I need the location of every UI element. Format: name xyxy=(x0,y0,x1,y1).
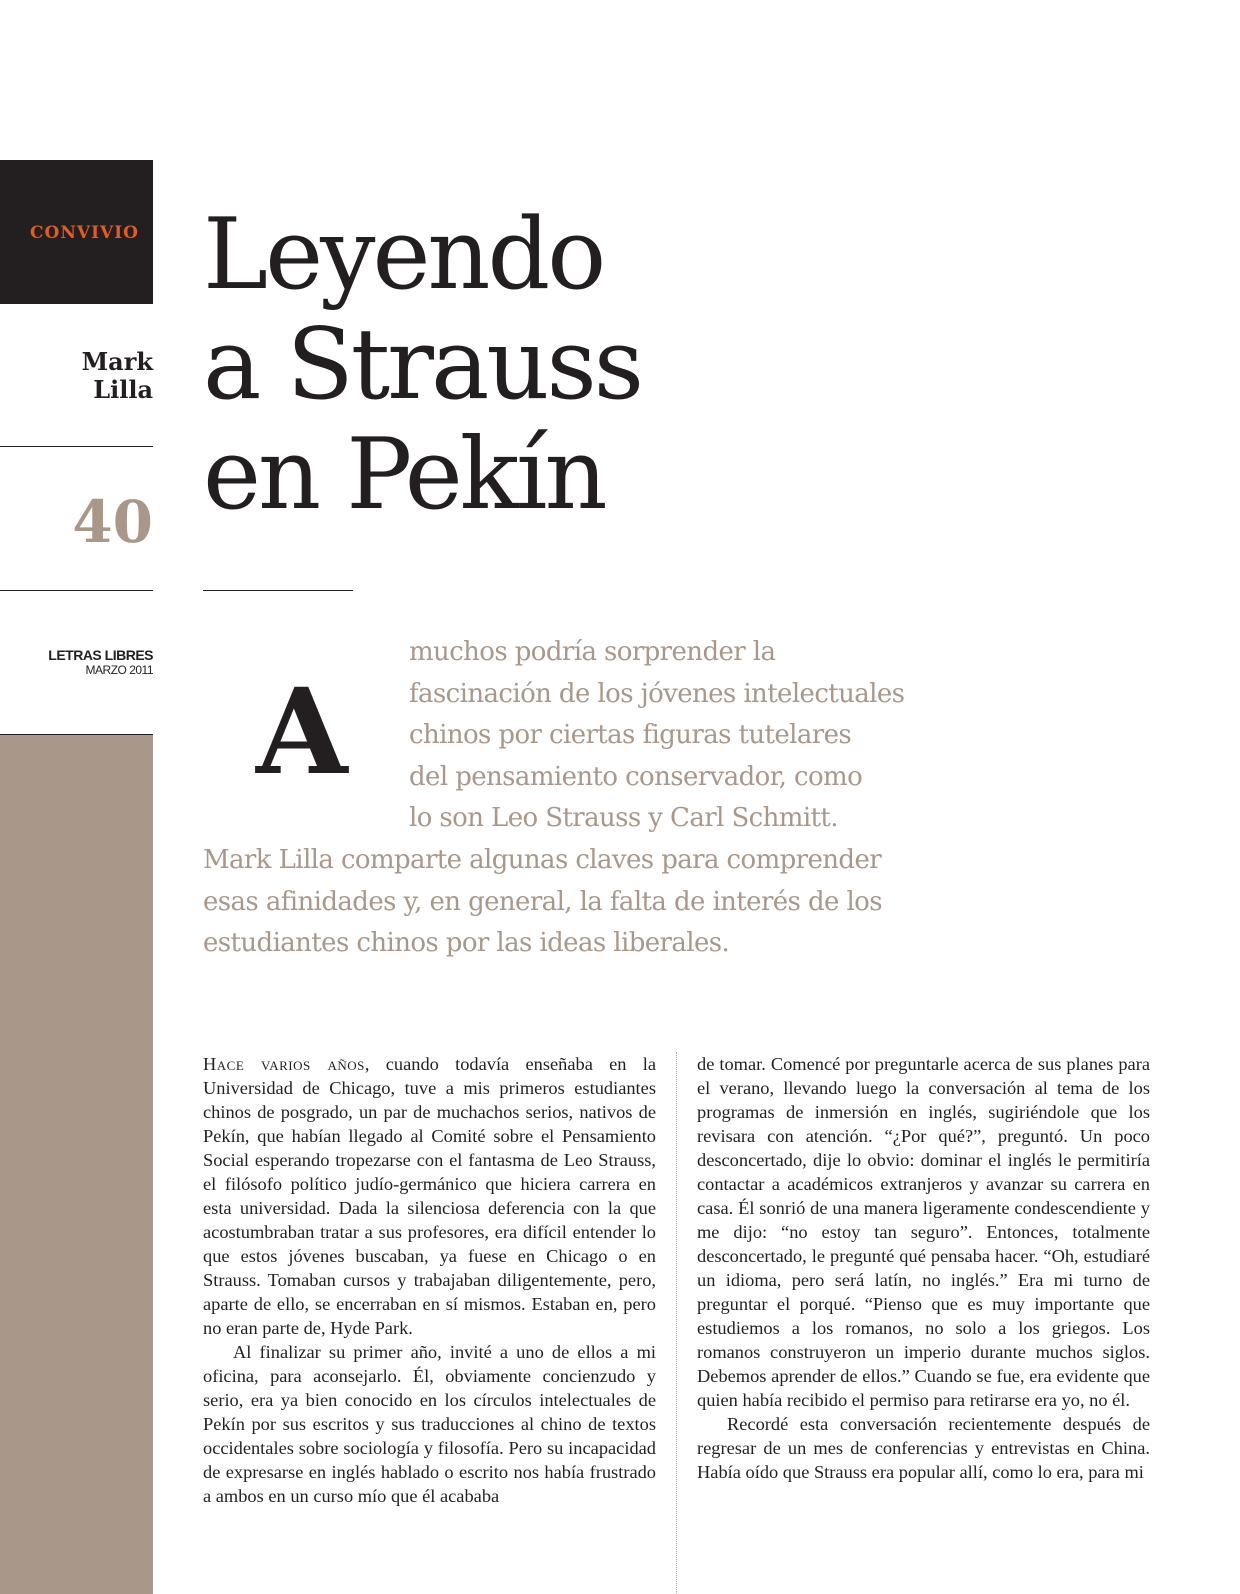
page-number: 40 xyxy=(72,488,153,556)
title-underline xyxy=(203,590,353,591)
body-column-right xyxy=(697,1052,1150,1484)
lead-line: muchos podría sorprender la xyxy=(409,637,776,667)
sidebar-color-band xyxy=(0,735,153,1594)
lead-line: fascinación de los jóvenes intelectuales xyxy=(409,678,905,709)
opening-smallcaps: Hace varios años xyxy=(203,1054,365,1074)
author-first-name: Mark xyxy=(81,347,153,376)
sidebar-divider-top xyxy=(0,446,153,447)
lead-line: chinos por ciertas figuras tutelares xyxy=(409,720,852,751)
author-last-name: Lilla xyxy=(93,375,153,404)
lead-line: lo son Leo Strauss y Carl Schmitt. xyxy=(409,803,838,834)
lead-line: Mark Lilla comparte algunas claves para comprender xyxy=(203,844,882,875)
body-paragraph: Al finalizar su primer año, invité a uno de ellos a mi oficina, para aconsejarlo. Él, obviamente concienzudo y serio, era ya bien conocido en los círculos intelectuales de Pekín por sus escritos y sus traducciones al chino de textos occidentales sobre sociología y filosofía. Pero su incapacidad de expresarse en inglés hablado o escrito nos había frustrado a ambos en un curso mío que él acababa xyxy=(203,1342,656,1506)
article-lead xyxy=(203,632,903,965)
drop-cap: A xyxy=(256,662,348,801)
publication-info xyxy=(48,648,153,678)
lead-line: del pensamiento conservador, como xyxy=(409,761,863,792)
lead-line: estudiantes chinos por las ideas liberales. xyxy=(203,928,730,959)
body-paragraph: de tomar. Comencé por preguntarle acerca de sus planes para el verano, llevando luego la conversación al tema de los programas de inmersión en inglés, sugiriéndole que los revisara con atención. “¿Por qué?”, preguntó. Un poco desconcertado, dije lo obvio: dominar el inglés le permitiría contactar a académicos extranjeros y avanzar su carrera en casa. Él sonrió de una manera ligeramente condescendiente y me dijo: “no estoy tan seguro”. Entonces, totalmente desconcertado, le pregunté qué pensaba hacer. “Oh, estudiaré un idioma, pero será latín, no inglés.” Era mi turno de preguntar el porqué. “Pienso que es muy importante que estudiemos a los romanos, no solo a los griegos. Los romanos construyeron un imperio durante muchos siglos. Debemos aprender de ellos.” Cuando se fue, era evidente que quien había recibido el permiso para retirarse era yo, no él. xyxy=(697,1054,1150,1410)
body-paragraph xyxy=(203,1052,656,1340)
column-divider xyxy=(676,1052,677,1594)
issue-date: MARZO 2011 xyxy=(85,663,153,677)
lead-line: esas afinidades y, en general, la falta de interés de los xyxy=(203,886,882,917)
article-title xyxy=(203,200,641,530)
body-column-left xyxy=(203,1052,656,1508)
publication-name: LETRAS LIBRES xyxy=(48,647,153,663)
paragraph-text: , cuando todavía enseñaba en la Universidad de Chicago, tuve a mis primeros estudiantes chinos de posgrado, un par de muchachos serios, nativos de Pekín, que habían llegado al Comité sobre el Pensamiento Social esperando tropezarse con el fantasma de Leo Strauss, el filósofo político judío-germánico que hiciera carrera en esta universidad. Dada la silenciosa deferencia con la que acostumbraban tratar a sus profesores, era difícil entender lo que estos jóvenes buscaban, ya fuese en Chicago o en Strauss. Tomaban cursos y trabajaban diligentemente, pero, aparte de ello, se encerraban en sí mismos. Estaban en, pero no eran parte de, Hyde Park. xyxy=(203,1054,656,1338)
body-paragraph: Recordé esta conversación recientemente después de regresar de un mes de conferencias y entrevistas en China. Había oído que Strauss era popular allí, como lo era, para mi xyxy=(697,1414,1150,1482)
section-label: CONVIVIO xyxy=(30,223,139,243)
title-line: Leyendo xyxy=(203,198,604,312)
title-line: en Pekín xyxy=(203,418,605,532)
author-byline xyxy=(82,348,153,404)
title-line: a Strauss xyxy=(203,308,642,422)
sidebar-divider-bottom xyxy=(0,590,153,591)
